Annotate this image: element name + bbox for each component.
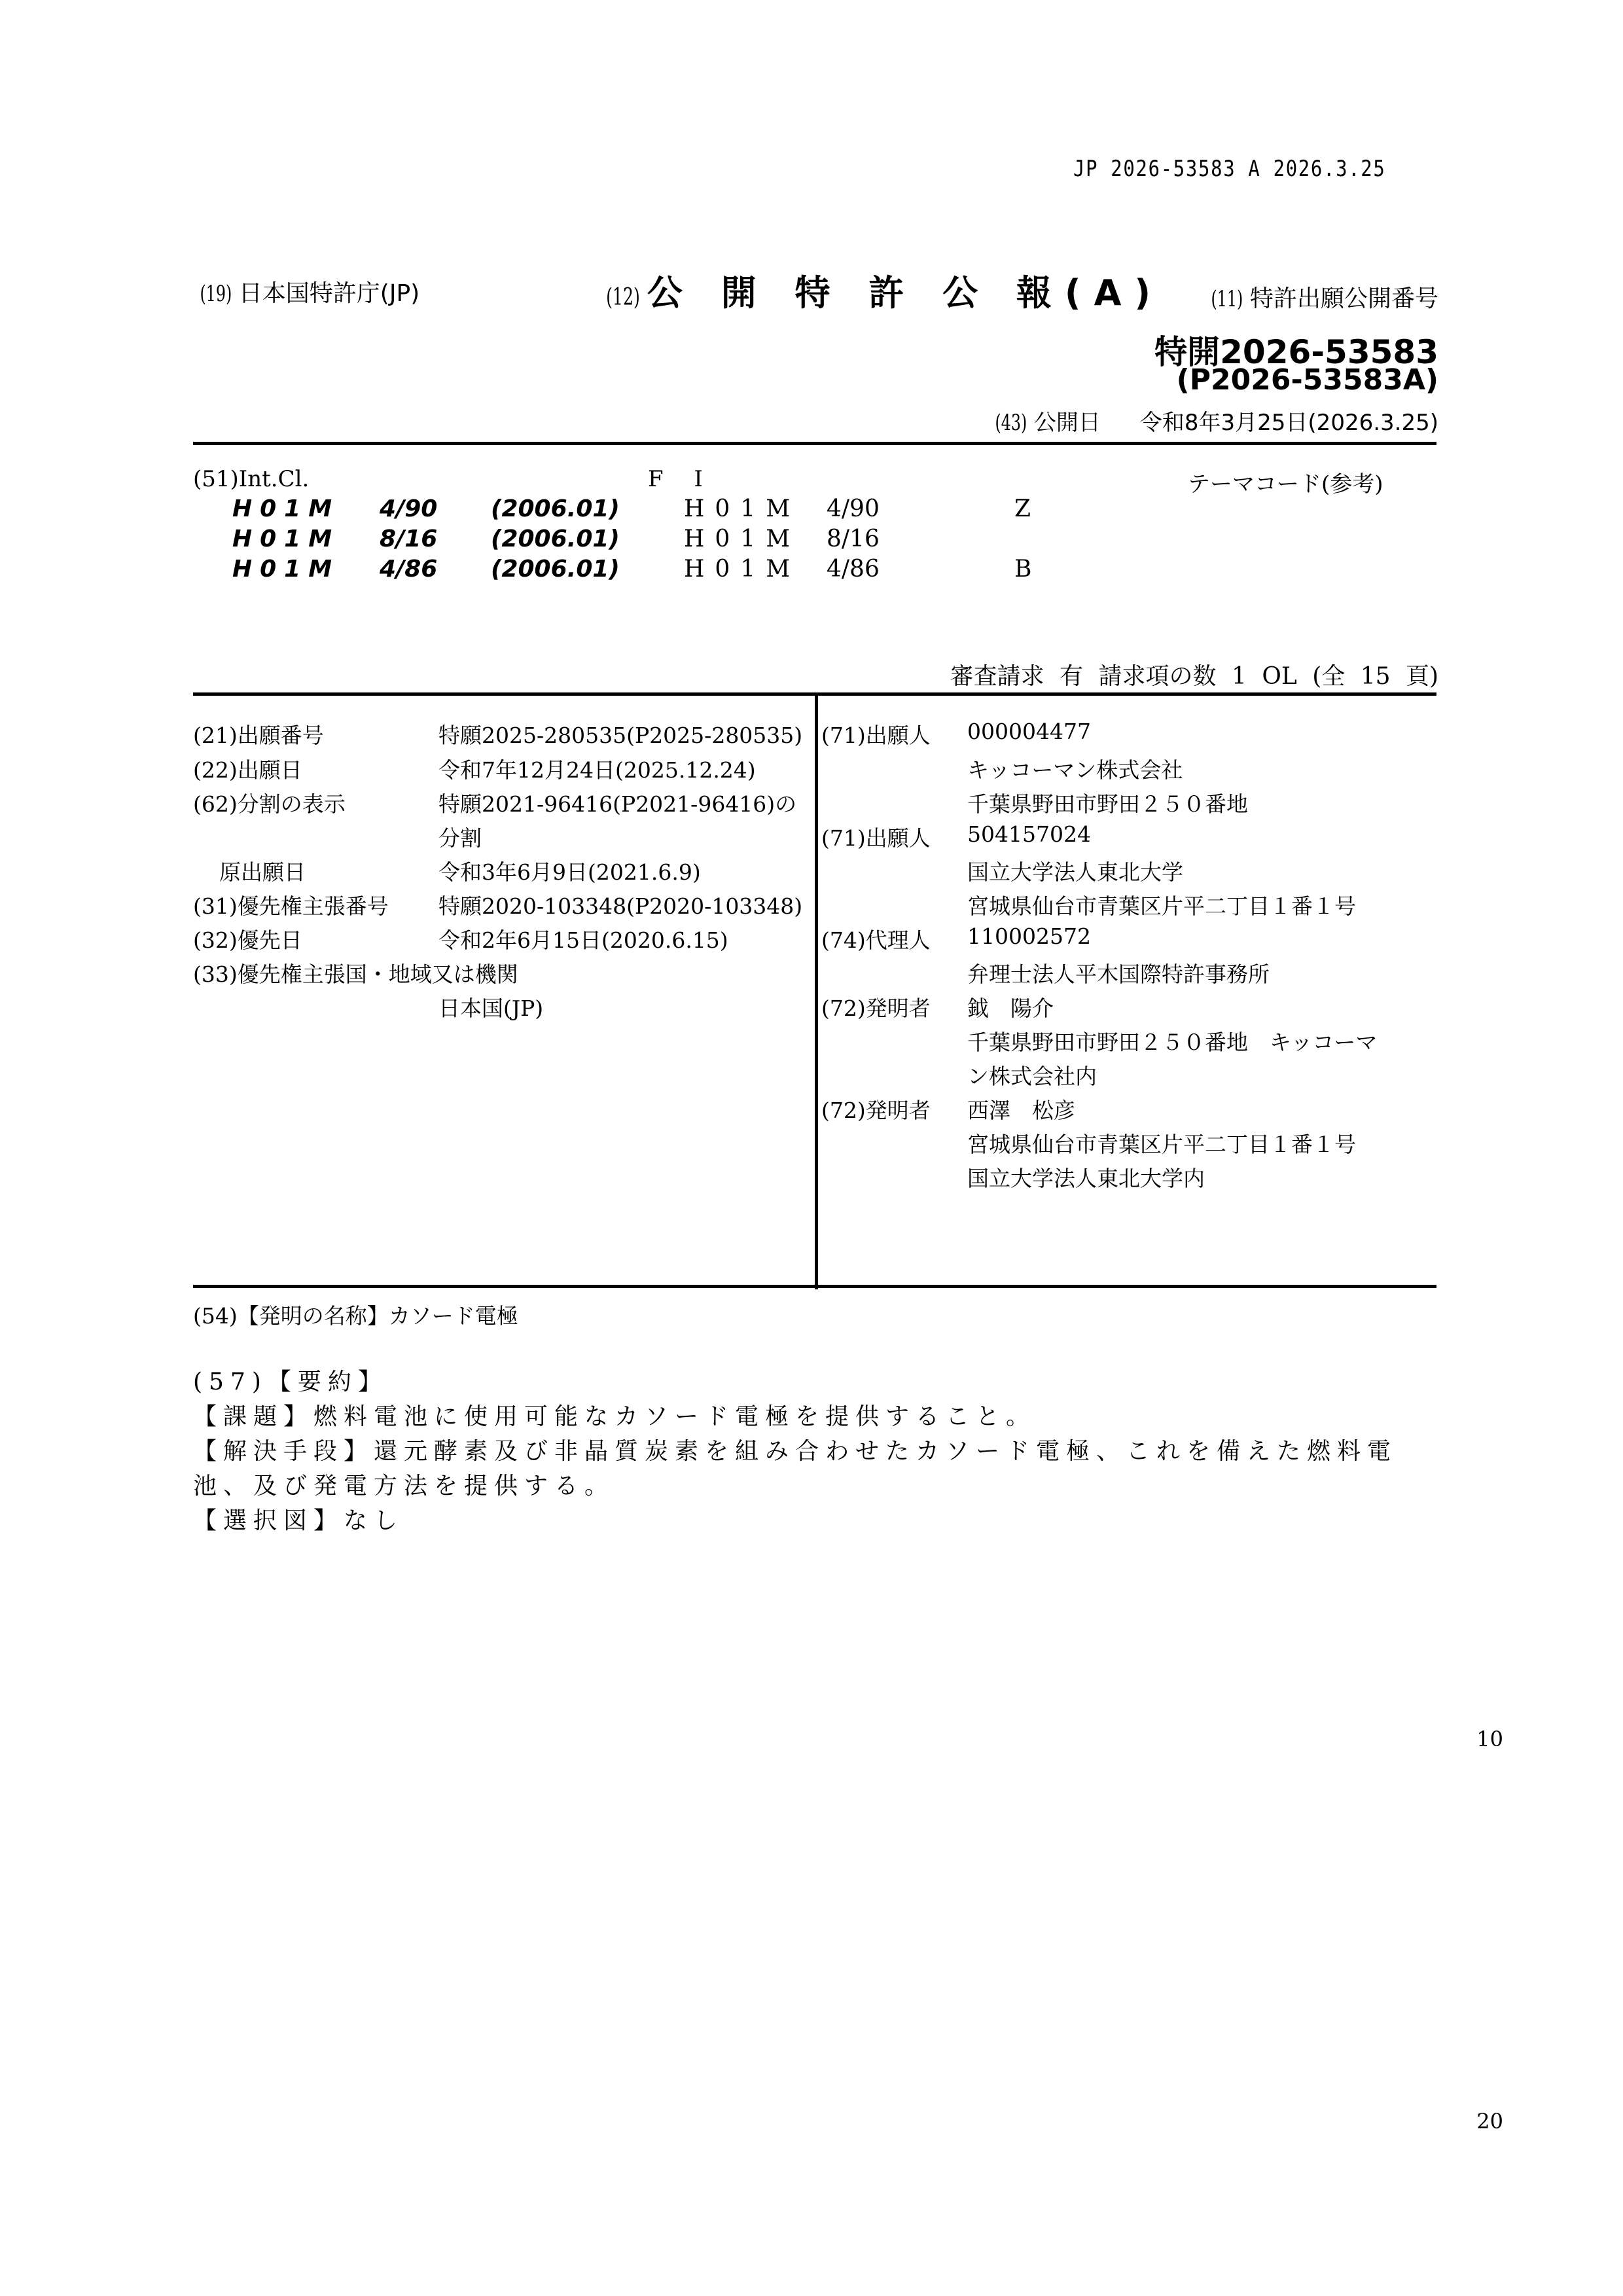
classification-row: H01M 4/86 (2006.01) H01M 4/86 B <box>232 556 1032 583</box>
abstract-line: 【解決手段】還元酵素及び非晶質炭素を組み合わせたカソード電極、これを備えた燃料電 <box>193 1438 1398 1465</box>
ipc-heading: (51)Int.Cl. <box>193 466 310 492</box>
pub-date: (43) 公開日 令和8年3月25日(2026.3.25) <box>995 410 1438 436</box>
document-header-pub-id: JP 2026-53583 A 2026.3.25 <box>1073 156 1386 182</box>
inid-code-19: (19) <box>200 281 232 307</box>
inid-code-12: (12) <box>606 284 640 311</box>
office-name: 日本国特許庁(JP) <box>238 280 420 307</box>
pub-number: 特開2026-53583 <box>1154 333 1438 371</box>
abstract-heading: (57)【要約】 <box>193 1369 388 1395</box>
bibliographic-data <box>193 694 1430 1286</box>
abstract-line: 【選択図】なし <box>193 1507 404 1534</box>
biblio-right-column: (71)出願人 000004477 キッコーマン株式会社 千葉県野田市野田２５０番地 (71)出願人 504157024 国立大学法人東北大学 宮城県仙台市青葉区片平二丁目１番１号 (74)代理人 110002572 弁理士法人平木国際特許事務所 (72)発明者 鉞 陽介 千葉県野田市野田２５０番地 キッコーマ ン株式会社内 (72)発明者 西澤 松彦 宮城県仙台市青葉区片平二丁目１番１号 国立大学法人東北大学内 <box>821 719 1378 1191</box>
theme-code-heading: テーマコード(参考) <box>1188 471 1383 497</box>
document-kind <box>599 265 1164 315</box>
inid-code-11: (11) <box>1211 286 1243 312</box>
margin-line-number: 20 <box>1476 2109 1503 2134</box>
examination-status: 審査請求 有 請求項の数 1 OL (全 15 頁) <box>950 663 1438 690</box>
issuing-office <box>193 275 419 308</box>
margin-line-number: 10 <box>1476 1727 1503 1751</box>
header-divider <box>193 442 1436 445</box>
abstract-line: 池、及び発電方法を提供する。 <box>193 1473 615 1499</box>
classification-row: H01M 8/16 (2006.01) H01M 8/16 <box>232 526 880 552</box>
biblio-left-column: (21)出願番号 特願2025-280535(P2025-280535) (22)出願日 令和7年12月24日(2025.12.24) (62)分割の表示 特願2021-96416(P2021-96416)の 分割 原出願日 令和3年6月9日(2021.6.9) (31)優先権主張番号 特願2020-103348(P2020-103348) (32)優先日 令和2年6月15日(2020.6.15) (33)優先権主張国・地域又は機関 日本国(JP) <box>193 723 803 1021</box>
fi-heading: F I <box>648 466 715 492</box>
inid-code-43: (43) <box>995 410 1027 436</box>
pub-number-alt: (P2026-53583A) <box>1176 363 1438 397</box>
invention-title: (54)【発明の名称】カソード電極 <box>193 1303 518 1329</box>
pub-number-label: (11) 特許出願公開番号 <box>1211 285 1438 312</box>
pub-date-value: 令和8年3月25日(2026.3.25) <box>1139 410 1438 436</box>
biblio-bottom-rule <box>193 1285 1436 1288</box>
abstract <box>193 1365 1436 1538</box>
abstract-line: 【課題】燃料電池に使用可能なカソード電極を提供すること。 <box>193 1403 1037 1430</box>
kind-title: 公 開 特 許 公 報(A) <box>647 272 1164 314</box>
classification-row: H01M 4/90 (2006.01) H01M 4/90 Z <box>232 495 1031 522</box>
